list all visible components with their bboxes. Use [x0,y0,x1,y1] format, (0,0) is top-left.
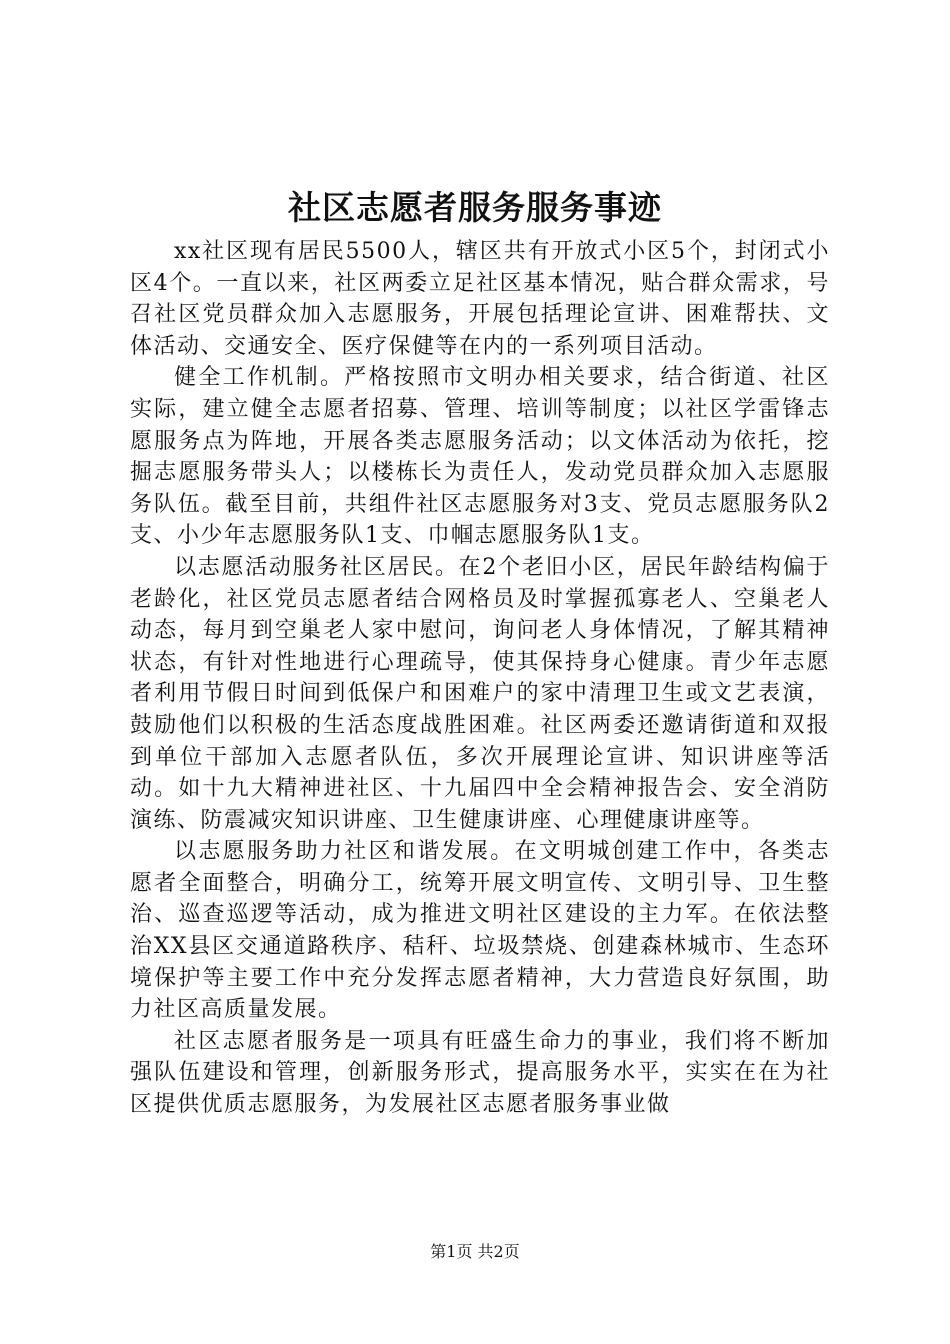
paragraph-intro: xx社区现有居民5500人，辖区共有开放式小区5个，封闭式小区4个。一直以来，社区两委立足社区基本情况，贴合群众需求，号召社区党员群众加入志愿服务，开展包括理论宣讲、困难帮扶、文体活动、交通安全、医疗保健等在内的一系列项目活动。 [130,239,830,359]
paragraph-harmonious-development: 以志愿服务助力社区和谐发展。在文明城创建工作中，各类志愿者全面整合，明确分工，统筹开展文明宣传、文明引导、卫生整治、巡查巡逻等活动，成为推进文明社区建设的主力军。在依法整治XX县区交通道路秩序、秸秆、垃圾禁烧、创建森林城市、生态环境保护等主要工作中充分发挥志愿者精神，大力营造良好氛围，助力社区高质量发展。 [130,839,830,1023]
page-number-footer: 第1页 共2页 [430,1242,520,1261]
paragraph-mechanism: 健全工作机制。严格按照市文明办相关要求，结合街道、社区实际，建立健全志愿者招募、管理、培训等制度；以社区学雷锋志愿服务点为阵地，开展各类志愿服务活动；以文体活动为依托，挖掘志愿服务带头人；以楼栋长为责任人，发动党员群众加入志愿服务队伍。截至目前，共组件社区志愿服务对3支、党员志愿服务队2支、小少年志愿服务队1支、巾帼志愿服务队1支。 [130,365,830,549]
document-title: 社区志愿者服务服务事迹 [288,188,662,227]
paragraph-resident-service: 以志愿活动服务社区居民。在2个老旧小区，居民年龄结构偏于老龄化，社区党员志愿者结合网格员及时掌握孤寡老人、空巢老人动态，每月到空巢老人家中慰问，询问老人身体情况，了解其精神状态，有针对性地进行心理疏导，使其保持身心健康。青少年志愿者利用节假日时间到低保户和困难户的家中清理卫生或文艺表演，鼓励他们以积极的生活态度战胜困难。社区两委还邀请街道和双报到单位干部加入志愿者队伍，多次开展理论宣讲、知识讲座等活动。如十九大精神进社区、十九届四中全会精神报告会、安全消防演练、防震减灾知识讲座、卫生健康讲座、心理健康讲座等。 [130,554,830,833]
paragraph-conclusion: 社区志愿者服务是一项具有旺盛生命力的事业，我们将不断加强队伍建设和管理，创新服务形式，提高服务水平，实实在在为社区提供优质志愿服务，为发展社区志愿者服务事业做 [130,1028,830,1118]
document-body [130,236,830,1121]
